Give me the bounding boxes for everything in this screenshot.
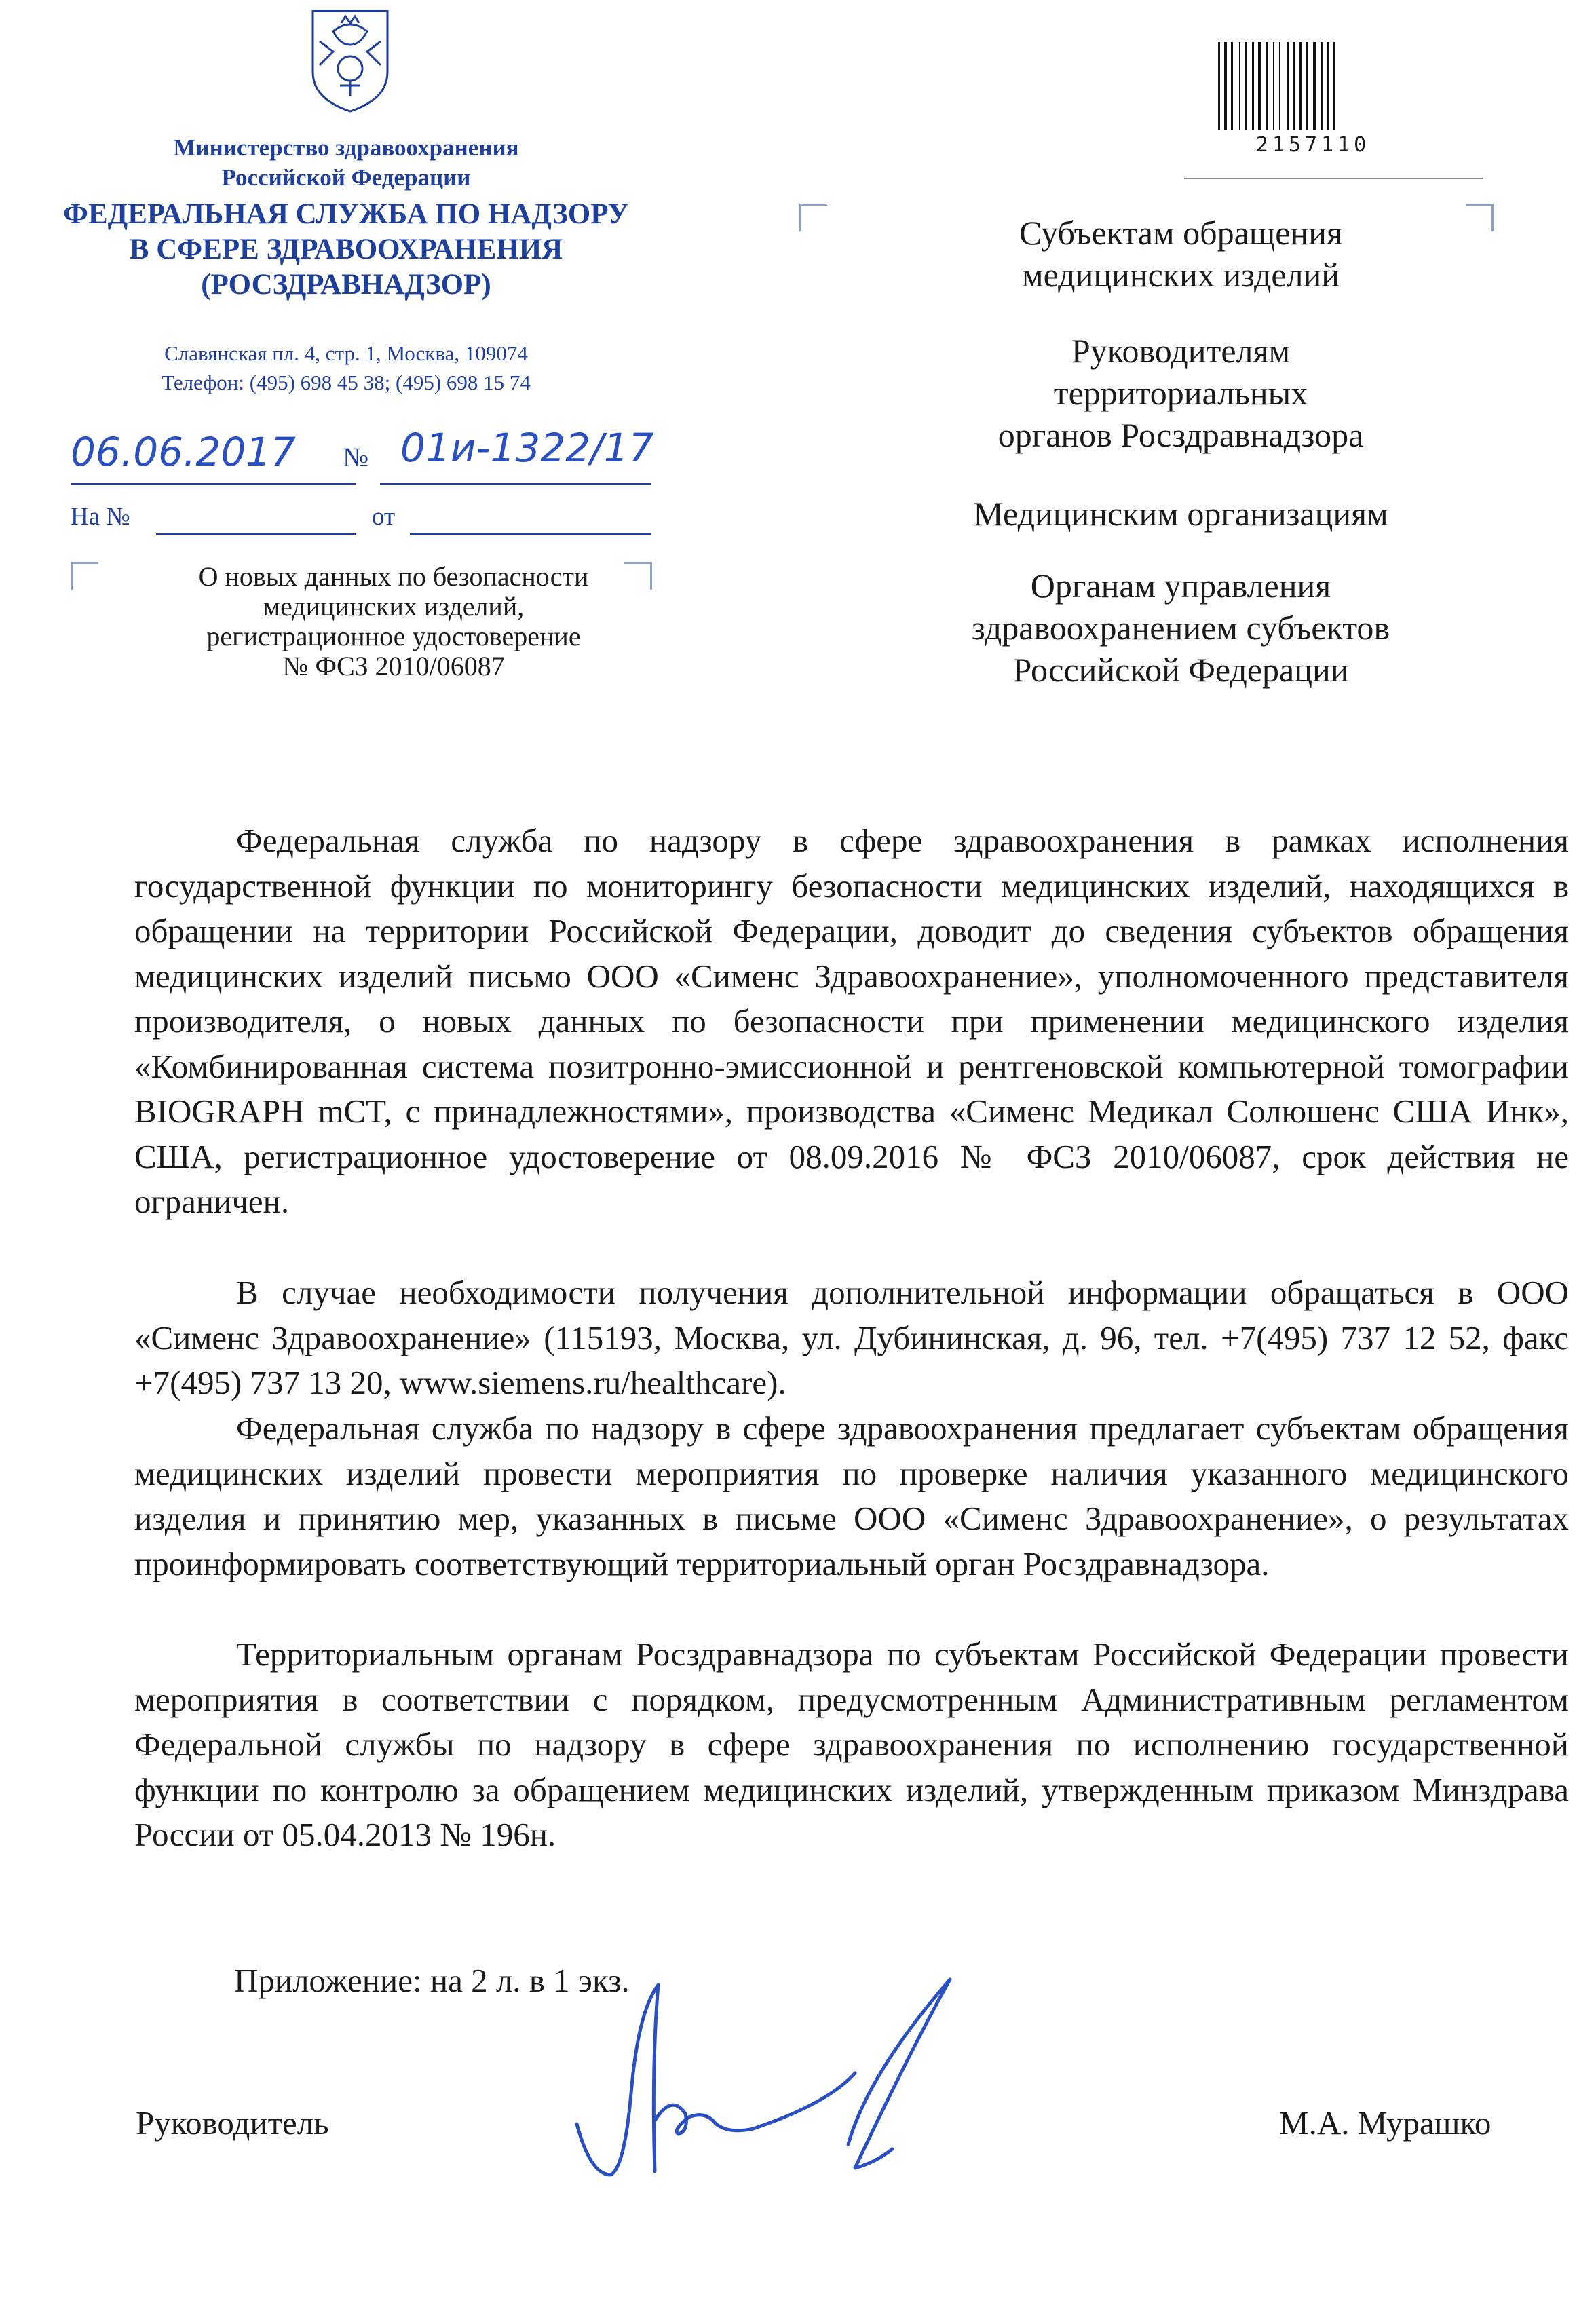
body-paragraph-3: Федеральная служба по надзору в сфере здравоохранения предлагает субъектам обращения медицинских изделий провести мероприятия по проверке наличия указанного медицинского изделия и принятию мер, указанных в письме ООО «Сименс Здравоохранение», о результатах проинформировать соответствующий территориальный орган Росздравнадзора. [134, 1409, 1569, 1582]
addressee-4-line-1: Органам управления [1030, 567, 1331, 605]
barcode-bar [1279, 42, 1280, 130]
signatory-name: М.А. Мурашко [1279, 2104, 1492, 2142]
barcode-bar [1239, 42, 1240, 130]
body-paragraph-1: Федеральная служба по надзору в сфере здравоохранения в рамках исполнения государственной функции по мониторингу безопасности медицинских изделий, находящихся в обращении на территории Российской Федерации, доводит до сведения субъектов обращения медицинских изделий письмо ООО «Сименс Здравоохранение», уполномоченного представителя производителя, о новых данных по безопасности при применении медицинского изделия «Комбинированная система позитронно-эмиссионной и рентгеновской компьютерной томографии BIOGRAPH mCT, с принадлежностями», производства «Сименс Медикал Солюшенс США Инк», США, регистрационное удостоверение от 08.09.2016 № ФСЗ 2010/06087, срок действия не ограничен. [134, 822, 1569, 1220]
addressee-2 [896, 330, 1466, 456]
addressee-2-line-3: органов Росздравнадзора [998, 416, 1364, 454]
addressee-3-line-1: Медицинским организациям [973, 495, 1388, 533]
date-underline [71, 483, 356, 485]
service-line-2: В СФЕРЕ ЗДРАВООХРАНЕНИЯ [129, 233, 563, 265]
addressee-bracket-left [799, 204, 827, 231]
handwritten-signature [570, 1971, 977, 2188]
addressee-1-line-2: медицинских изделий [1021, 256, 1340, 294]
signatory-role: Руководитель [136, 2104, 329, 2142]
barcode-number: 2157110 [1255, 133, 1371, 157]
service-line-3: (РОСЗДРАВНАДЗОР) [201, 269, 491, 301]
barcode-bar [1273, 42, 1274, 130]
barcode-bar [1293, 42, 1295, 130]
barcode-bar [1306, 42, 1308, 130]
addressee-1 [896, 212, 1466, 296]
ministry-line-2: Российской Федерации [221, 164, 471, 191]
addressee-4-line-3: Российской Федерации [1012, 651, 1349, 689]
subject-line-1: О новых данных по безопасности [198, 561, 589, 592]
subject-line-4: № ФСЗ 2010/06087 [282, 651, 505, 681]
addressee-1-line-1: Субъектам обращения [1019, 214, 1342, 252]
barcode-bar [1252, 42, 1254, 130]
barcode-bar [1287, 42, 1289, 130]
subject-bracket-left [71, 562, 98, 590]
ministry-line-1: Министерство здравоохранения [173, 134, 519, 161]
letter-subject [132, 562, 655, 681]
addressee-4-line-2: здравоохранением субъектов [971, 609, 1390, 647]
service-phone: Телефон: (495) 698 45 38; (495) 698 15 74 [162, 371, 531, 394]
barcode-bar [1299, 42, 1302, 130]
ministry-name [41, 133, 651, 193]
barcode-bar [1218, 42, 1220, 130]
barcode-bar [1245, 42, 1247, 130]
barcode-bar [1258, 42, 1261, 130]
coat-of-arms-icon [292, 4, 408, 114]
barcode-bar [1320, 42, 1323, 130]
appendix-note: Приложение: на 2 л. в 1 экз. [234, 1962, 630, 1999]
barcode-bar [1333, 42, 1335, 130]
number-sign: № [343, 442, 369, 472]
subject-line-3: регистрационное удостоверение [206, 621, 581, 651]
barcode-bar [1266, 42, 1268, 130]
addressee-2-line-2: территориальных [1053, 374, 1308, 412]
barcode-bar [1327, 42, 1329, 130]
reference-date-underline [410, 533, 651, 535]
barcode-bar [1313, 42, 1316, 130]
service-line-1: ФЕДЕРАЛЬНАЯ СЛУЖБА ПО НАДЗОРУ [63, 198, 629, 230]
barcode [1211, 42, 1415, 130]
number-underline [380, 483, 651, 485]
reference-number-underline [156, 533, 356, 535]
body-paragraph-4: Территориальным органам Росздравнадзора по субъектам Российской Федерации провести мероприятия в соответствии с порядком, предусмотренным Административным регламентом Федеральной службы по надзору в сфере здравоохранения по исполнению государственной функции по контролю за обращением медицинских изделий, утвержденным приказом Минздрава России от 05.04.2013 № 196н. [134, 1635, 1569, 1853]
addressee-4 [896, 565, 1466, 691]
body-paragraph-2: В случае необходимости получения дополнительной информации обращаться в ООО «Сименс Здравоохранение» (115193, Москва, ул. Дубининская, д. 96, тел. +7(495) 737 12 52, факс +7(495) 737 13 20, www.siemens.ru/healthcare). [134, 1274, 1569, 1401]
barcode-divider [1184, 178, 1483, 179]
addressee-2-line-1: Руководителям [1071, 332, 1291, 370]
addressee-bracket-right [1466, 204, 1494, 231]
barcode-bar [1231, 42, 1233, 130]
registration-number: 01и-1322/17 [400, 425, 654, 471]
registration-date: 06.06.2017 [71, 429, 297, 475]
reference-from-label: от [372, 503, 396, 531]
addressee-3 [896, 493, 1466, 535]
barcode-bar [1224, 42, 1227, 130]
reference-label: На № [71, 503, 130, 531]
subject-line-2: медицинских изделий, [263, 591, 525, 622]
service-name [41, 197, 651, 303]
service-address: Славянская пл. 4, стр. 1, Москва, 109074 [164, 341, 528, 365]
